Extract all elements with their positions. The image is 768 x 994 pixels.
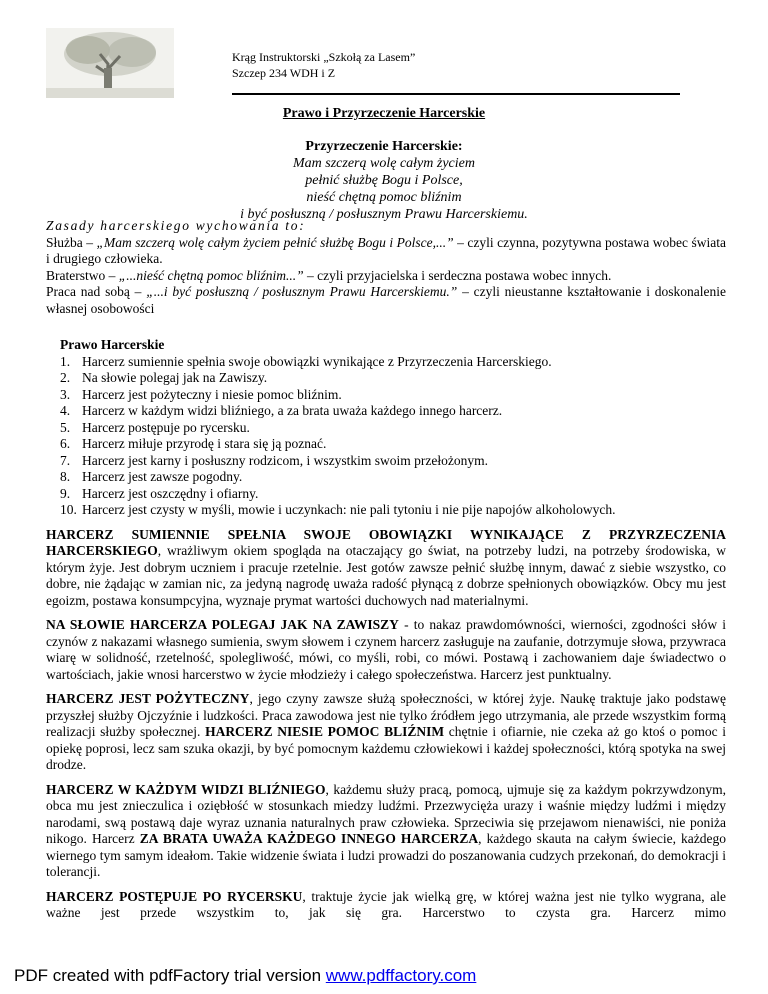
tree-logo — [46, 28, 174, 98]
scout-law — [46, 337, 726, 519]
principle-service: Służba – „Mam szczerą wolę całym życiem pełnić służbę Bogu i Polsce,...” – czyli czynna, pozytywna postawa wobec świata i drugiego człowieka. — [46, 234, 726, 266]
paragraph-useful: HARCERZ JEST POŻYTECZNY, jego czyny zawsze służą społeczności, w której żyje. Naukę traktuje jako podstawę przyszłej służby Ojczyźnie i ludzkości. Praca zawodowa jest nie tylko źródłem jego utrzymania, ale przede wszystkim formą realizacji służby społecznej. HARCERZ NIESIE POMOC BLIŹNIM chętnie i ofiarnie, nie czeka aż go ktoś o pomoc i opiekę poprosi, lecz sam szuka okazji, by być pomocnym każdemu człowiekowi i każdej społeczności, którą spotyka na swej drodze. — [46, 691, 726, 772]
principle-self-improvement: Praca nad sobą – „...i być posłuszną / posłusznym Prawu Harcerskiemu.” – czyli nieustanne kształtowanie i doskonalenie własnej osobowości — [46, 284, 727, 316]
law-item: 5. Harcerz postępuje po rycersku. — [60, 419, 250, 435]
oath-heading: Przyrzeczenie Harcerskie: — [305, 139, 463, 154]
principles-heading: Zasady harcerskiego wychowania to: — [46, 218, 306, 233]
footer-text: PDF created with pdfFactory trial version — [14, 966, 326, 985]
law-item: 4. Harcerz w każdym widzi bliźniego, a za brata uważa każdego innego harcerz. — [60, 403, 503, 418]
law-heading: Prawo Harcerskie — [60, 337, 165, 352]
law-item: 7. Harcerz jest karny i posłuszny rodzicom, i wszystkim swoim przełożonym. — [60, 452, 489, 468]
header-divider — [232, 93, 680, 95]
paragraph-neighbor: HARCERZ W KAŻDYM WIDZI BLIŹNIEGO, każdemu służy pracą, pomocą, ujmuje się za każdym pokrzywdzonym, obca mu jest znieczulica i oziębłość w stosunkach miedzy ludźmi. Przezwycięża urazy i waśnie między ludźmi i między narodami, swą postawą daje wyraz uznania naturalnych praw człowieka. Sprzeciwia się przejawom nienawiści, nie poniża nikogo. Harcerz ZA BRATA UWAŻA KAŻDEGO INNEGO HARCERZA, każdego skauta na całym świecie, każdego wiernego tym samym ideałom. Takie widzenie świata i ludzi prowadzi do poszanowania cudzych przekonań, do demokracji i tolerancji. — [46, 781, 726, 879]
oath-line: nieść chętną pomoc bliźnim — [306, 190, 462, 205]
paragraph-duties: HARCERZ SUMIENNIE SPEŁNIA SWOJE OBOWIĄZKI WYNIKAJĄCE Z PRZYRZECZENIA HARCERSKIEGO, wrażliwym okiem spogląda na otaczający go świat, na potrzeby ludzi, na potrzeby środowiska, w którym żyje. Jest dobrym uczniem i pracuje rzetelnie. Jest gotów zawsze pełnić służbę innym, dawać z siebie wszystko, co dobre, nie żądając w zamian nic, za jedyną nagrodę uważa radość płynącą z dobrze spełnionych obowiązków. Obcy mu jest egoizm, postawa konsumpcyjna, wyznaje prymat wartości duchowych nad materialnymi. — [46, 526, 726, 608]
law-list — [60, 354, 726, 519]
pdf-footer — [14, 966, 476, 986]
organization-header — [232, 49, 415, 81]
law-item: 6. Harcerz miłuje przyrodę i stara się ją poznać. — [60, 436, 327, 451]
paragraph-word: NA SŁOWIE HARCERZA POLEGAJ JAK NA ZAWISZY - to nakaz prawdomówności, wierności, zgodności słów i czynów z nakazami własnego sumienia, swym słowem i czynem harcerz zasługuje na zaufanie, dotrzymuje słowa, przywraca wiarę w solidność, rzetelność, spolegliwość, mówi, co myśli, robi, co mówi. Postawą i zachowaniem daje świadectwo o wartościach, jakie wnosi harcerstwo w życie młodzieży i całego społeczeństwa. Harcerz jest punktualny. — [46, 617, 726, 682]
law-item: 2. Na słowie polegaj jak na Zawiszy. — [60, 370, 268, 385]
law-item: 3. Harcerz jest pożyteczny i niesie pomoc bliźnim. — [60, 386, 342, 402]
law-item: 8. Harcerz jest zawsze pogodny. — [60, 469, 243, 484]
law-item: 9. Harcerz jest oszczędny i ofiarny. — [60, 485, 259, 501]
paragraph-knight: HARCERZ POSTĘPUJE PO RYCERSKU, traktuje życie jak wielką grę, w której ważna jest nie tylko wygrana, ale ważne jest przede wszystkim to, jak się gra. Harcerstwo to czysta gra. Harcerz mimo — [46, 888, 726, 920]
document-body — [46, 218, 726, 922]
oath-section — [0, 138, 768, 223]
pdffactory-link[interactable]: www.pdffactory.com — [325, 966, 477, 985]
principle-brotherhood: Braterstwo – „...nieść chętną pomoc bliźnim...” – czyli przyjacielska i serdeczna postawa wobec innych. — [46, 267, 612, 283]
troop-name: Szczep 234 WDH i Z — [232, 66, 336, 80]
organization-name: Krąg Instruktorski „Szkołą za Lasem” — [232, 50, 416, 64]
document-title: Prawo i Przyrzeczenie Harcerskie — [282, 106, 486, 121]
law-item: 1. Harcerz sumiennie spełnia swoje obowiązki wynikające z Przyrzeczenia Harcerskiego. — [60, 353, 552, 369]
oath-line: Mam szczerą wolę całym życiem — [293, 156, 475, 171]
oath-line: i być posłuszną / posłusznym Prawu Harcerskiemu. — [240, 207, 528, 222]
oath-line: pełnić służbę Bogu i Polsce, — [305, 173, 463, 188]
law-item: 10. Harcerz jest czysty w myśli, mowie i uczynkach: nie pali tytoniu i nie pije napojów alkoholowych. — [60, 502, 616, 517]
